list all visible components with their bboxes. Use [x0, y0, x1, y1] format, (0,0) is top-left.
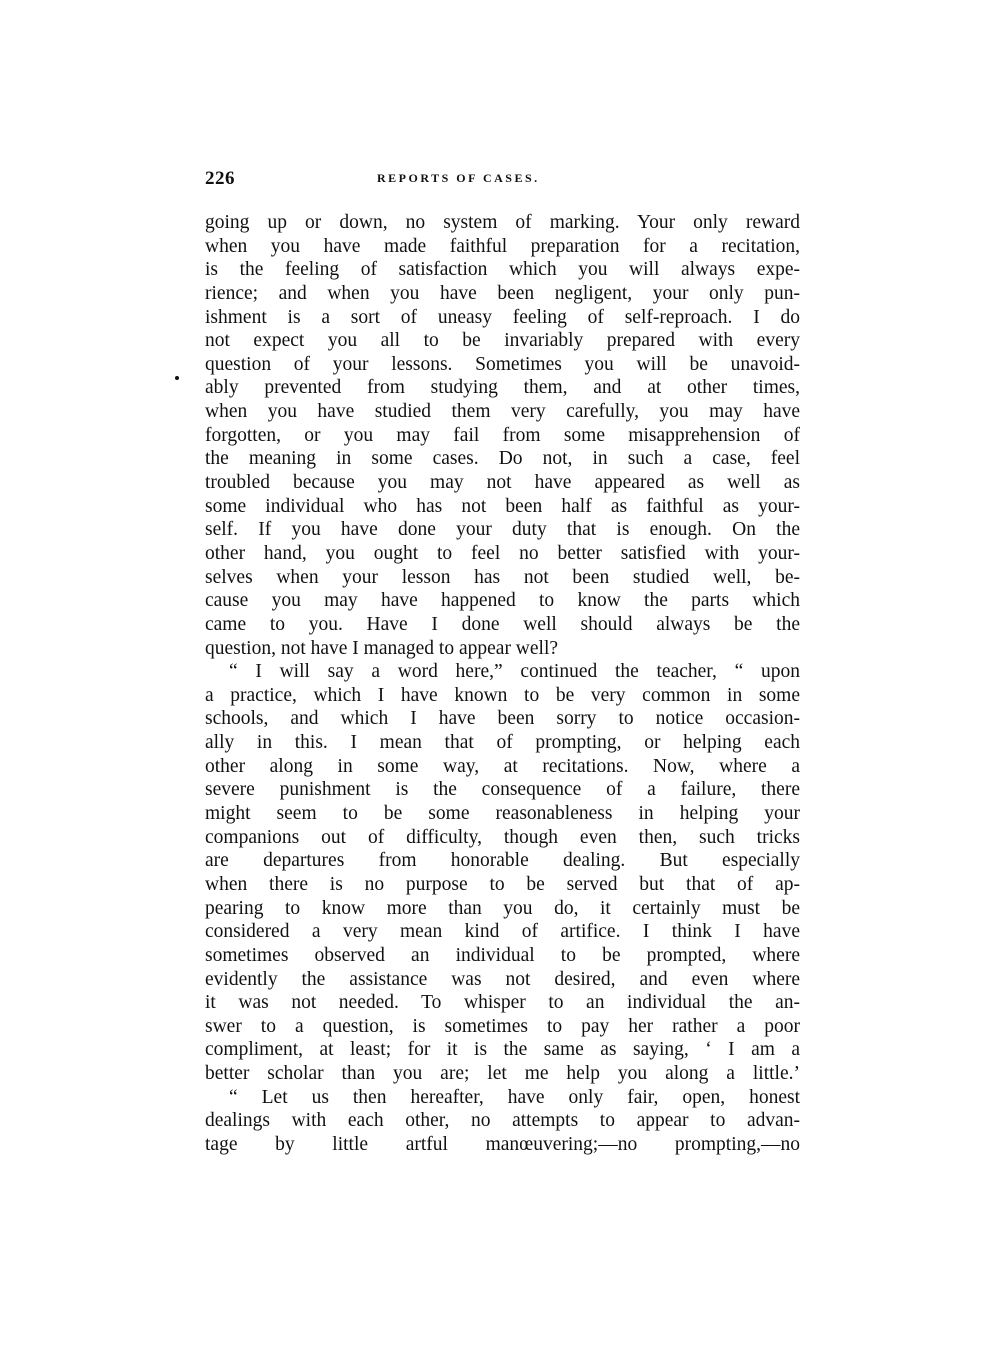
text-line: is the feeling of satisfaction which you will always expe- [205, 259, 800, 281]
text-line: ably prevented from studying them, and at other times, [205, 377, 800, 399]
text-line: rience; and when you have been negligent, your only pun- [205, 282, 800, 304]
text-line: “ I will say a word here,” continued the teacher, “ upon [229, 661, 800, 683]
text-line: ally in this. I mean that of prompting, or helping each [205, 732, 800, 754]
text-line: selves when your lesson has not been studied well, be- [205, 566, 800, 588]
running-head: REPORTS OF CASES. [377, 171, 540, 185]
text-line: self. If you have done your duty that is enough. On the [205, 519, 800, 541]
text-line: other hand, you ought to feel no better satisfied with your- [205, 542, 800, 564]
text-line: evidently the assistance was not desired, and even where [205, 968, 800, 990]
text-line: troubled because you may not have appeared as well as [205, 472, 800, 494]
text-line: when you have studied them very carefully, you may have [205, 401, 800, 423]
text-line: dealings with each other, no attempts to appear to advan- [205, 1110, 800, 1132]
text-line: when there is no purpose to be served but that of ap- [205, 873, 800, 895]
text-line: pearing to know more than you do, it certainly must be [205, 897, 800, 919]
text-line: other along in some way, at recitations. Now, where a [205, 755, 800, 777]
text-line: severe punishment is the consequence of a failure, there [205, 779, 800, 801]
text-line: going up or down, no system of marking. Your only reward [205, 212, 800, 233]
text-line: “ Let us then hereafter, have only fair, open, honest [229, 1086, 800, 1108]
text-line: might seem to be some reasonableness in helping your [205, 803, 800, 825]
page-header [205, 168, 800, 192]
text-line: swer to a question, is sometimes to pay her rather a poor [205, 1015, 800, 1037]
text-line: forgotten, or you may fail from some misapprehension of [205, 424, 800, 446]
text-line: sometimes observed an individual to be prompted, where [205, 944, 800, 966]
text-line: not expect you all to be invariably prepared with every [205, 330, 800, 352]
stray-ink-mark [175, 376, 179, 380]
text-line: question of your lessons. Sometimes you will be unavoid- [205, 353, 800, 375]
text-line: ishment is a sort of uneasy feeling of self-reproach. I do [205, 306, 800, 328]
text-line: considered a very mean kind of artifice. I think I have [205, 921, 800, 943]
text-line: cause you may have happened to know the parts which [205, 590, 800, 612]
text-line: it was not needed. To whisper to an individual the an- [205, 992, 800, 1014]
text-line: companions out of difficulty, though even then, such tricks [205, 826, 800, 848]
text-line: better scholar than you are; let me help you along a little.’ [205, 1063, 800, 1085]
text-line: came to you. Have I done well should always be the [205, 613, 800, 635]
text-line: when you have made faithful preparation for a recitation, [205, 235, 800, 257]
page-number: 226 [205, 168, 235, 189]
text-line: schools, and which I have been sorry to notice occasion- [205, 708, 800, 730]
body-text [205, 211, 800, 1157]
text-line: a practice, which I have known to be very common in some [205, 684, 800, 706]
text-line: tage by little artful manœuvering;—no prompting,—no [205, 1133, 800, 1155]
text-line: are departures from honorable dealing. But especially [205, 850, 800, 872]
text-line: the meaning in some cases. Do not, in such a case, feel [205, 448, 800, 470]
text-line: question, not have I managed to appear well? [205, 637, 559, 659]
text-line: some individual who has not been half as faithful as your- [205, 495, 800, 517]
text-line: compliment, at least; for it is the same as saying, ‘ I am a [205, 1039, 800, 1061]
